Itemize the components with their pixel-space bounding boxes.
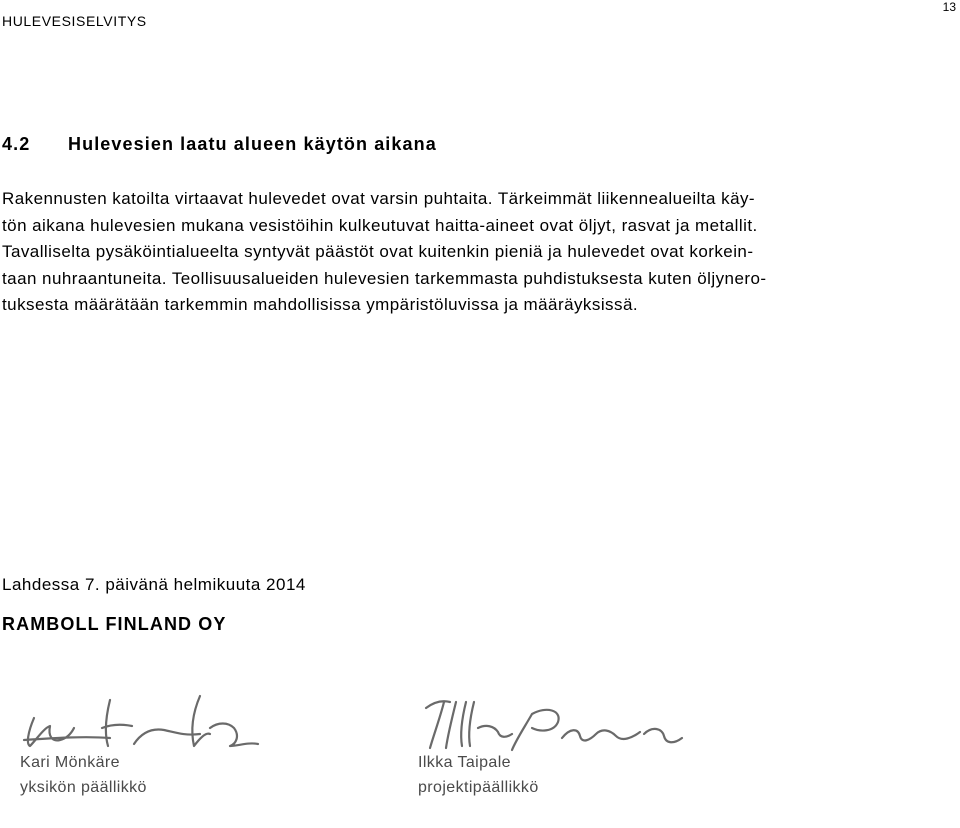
page-number: 13 <box>942 0 956 14</box>
signatory-title: projektipäällikkö <box>418 779 539 796</box>
handwritten-signature <box>14 688 314 760</box>
place-date-line: Lahdessa 7. päivänä helmikuuta 2014 <box>2 575 306 594</box>
paragraph-line: taan nuhraantuneita. Teollisuusalueiden hulevesien tarkemmasta puhdistuksesta kuten öljynero- <box>2 268 767 288</box>
signature-block-left <box>14 688 314 818</box>
section-heading <box>2 134 437 155</box>
handwritten-signature <box>412 688 712 760</box>
section-number: 4.2 <box>2 134 31 154</box>
signatory-name: Kari Mönkäre <box>20 754 120 771</box>
paragraph-line: tuksesta määrätään tarkemmin mahdollisissa ympäristöluvissa ja määräyksissä. <box>2 295 639 314</box>
signatory-title: yksikön päällikkö <box>20 779 147 796</box>
company-name: RAMBOLL FINLAND OY <box>2 614 227 634</box>
document-title: HULEVESISELVITYS <box>2 13 147 29</box>
signature-block-right <box>412 688 712 818</box>
signatory-name: Ilkka Taipale <box>418 754 511 771</box>
paragraph-line: tön aikana hulevesien mukana vesistöihin kulkeutuvat haitta-aineet ovat öljyt, rasvat ja metallit. <box>2 215 758 235</box>
paragraph-line: Tavalliselta pysäköintialueelta syntyvät päästöt ovat kuitenkin pieniä ja hulevedet ovat korkein- <box>2 242 754 261</box>
section-title: Hulevesien laatu alueen käytön aikana <box>68 134 437 154</box>
body-paragraph <box>2 186 954 319</box>
paragraph-line: Rakennusten katoilta virtaavat hulevedet ovat varsin puhtaita. Tärkeimmät liikennealueilta käy- <box>2 189 756 208</box>
